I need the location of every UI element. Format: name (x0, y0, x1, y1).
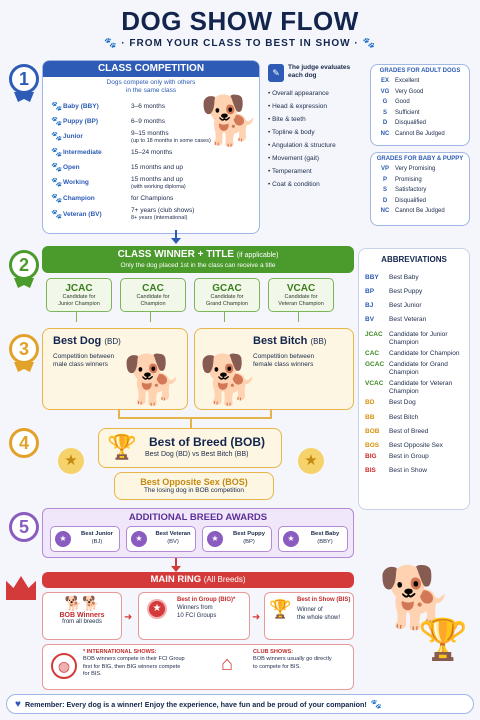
main-ring-title: MAIN RING (150, 574, 202, 585)
abbreviation-row: CAC Candidate for Champion (365, 349, 460, 357)
abbreviation-row: BJ Best Junior (365, 302, 422, 310)
dog-icon: 🐾 (51, 131, 63, 142)
page-title: DOG SHOW FLOW (121, 6, 359, 36)
class-name: Veteran (BV) (63, 210, 102, 218)
footer-text: Remember: Every dog is a winner! Enjoy the experience, have fun and be proud of your companion! (24, 699, 367, 709)
abbreviation-row: BP Best Puppy (365, 288, 423, 296)
globe-icon: ◍ (51, 653, 77, 679)
judge-title-2: each dog (288, 72, 317, 80)
abbreviation-row: BB Best Bitch (365, 413, 419, 421)
award-box: ★ Best Veteran (BV) (126, 526, 196, 552)
main-ring-note: (All Breeds) (203, 575, 246, 584)
class-row (51, 206, 253, 223)
best-dog-desc: Competition between male class winners (53, 353, 115, 369)
abbreviation-row: BD Best Dog (365, 399, 416, 407)
corgi-dog-icon: 🐕 (199, 354, 259, 407)
best-in-show-box (264, 592, 354, 640)
dog-icon: 🐾 (51, 208, 63, 219)
rosette-icon: ★ (55, 531, 71, 547)
house-icon: ⌂ (221, 653, 234, 675)
class-age: 9–15 months (up to 18 months in some cases) (131, 129, 211, 144)
best-bitch-panel (194, 328, 354, 410)
rosette-icon: ★ (147, 599, 167, 619)
dog-icon: 🐾 (51, 161, 63, 172)
bob-winners-desc: from all breeds (62, 619, 102, 625)
class-name: Baby (BBY) (63, 103, 99, 110)
trophy-icon: 🏆 (418, 618, 468, 662)
dog-icon: 🐾 (51, 115, 63, 126)
grades-adult-title: GRADES FOR ADULT DOGS (379, 68, 461, 74)
best-dog-title: Best Dog (53, 335, 102, 347)
rosette-icon: ★ (131, 531, 147, 547)
grade-row: VG Very Good (380, 88, 424, 95)
dogs-group-icon: 🐕🐕 (64, 595, 100, 611)
intl-desc-1: BOB winners compete in their FCI Group (83, 656, 185, 663)
abbreviation-row: BV Best Veteran (365, 316, 427, 324)
class-age: 7+ years (club shows) 8+ years (international) (131, 207, 195, 222)
grade-row: NC Cannot Be Judged (380, 130, 445, 137)
bob-title: Best of Breed (BOB) (149, 435, 266, 449)
class-name: Junior (63, 133, 83, 141)
step-5-medal-icon: 5 (9, 512, 39, 542)
ribbon-icon (14, 278, 34, 288)
judge-criterion: • Topline & body (268, 129, 315, 136)
big-title: Best in Group (BIG)* (177, 597, 236, 603)
step-3-medal-icon: 3 (9, 334, 39, 364)
best-opposite-sex-panel (114, 472, 274, 500)
arrow-right-icon: ➜ (252, 612, 261, 623)
club-desc-1: BOB winners usually go directly (253, 656, 332, 663)
step-1-medal-icon: 1 (9, 64, 39, 94)
grade-row: S Sufficient (382, 109, 420, 116)
class-winner-note: (if applicable) (236, 252, 279, 259)
class-competition-desc: Dogs compete only with others in the same class (106, 79, 196, 95)
rosette-icon: ★ (283, 531, 299, 547)
dog-icon: 🐾 (51, 147, 63, 157)
paw-icon: 🐾 (362, 38, 376, 49)
dog-icon: 🐾 (51, 193, 63, 203)
best-in-group-box (138, 592, 250, 640)
grade-row: NC Cannot Be Judged (380, 208, 445, 215)
intl-desc-3: for BIS. (83, 670, 102, 677)
bob-winners-title: BOB Winners (59, 612, 105, 619)
class-row (51, 191, 253, 206)
best-dog-code: (BD) (104, 337, 121, 346)
rosette-icon: ★ (207, 531, 223, 547)
class-competition-title: CLASS COMPETITION (43, 61, 259, 77)
grade-row: G Good (382, 99, 410, 106)
best-bitch-desc: Competition between female class winners (253, 353, 315, 369)
footer-banner (6, 694, 474, 714)
bob-desc: Best Dog (BD) vs Best Bitch (BB) (145, 451, 249, 458)
class-winner-bar (42, 246, 354, 273)
intl-title: * INTERNATIONAL SHOWS: (83, 649, 157, 655)
judge-criterion: • Head & expression (268, 103, 328, 110)
abbreviation-row: BOS Best Opposite Sex (365, 441, 443, 449)
page-subtitle: 🐾 · FROM YOUR CLASS TO BEST IN SHOW · 🐾 (104, 38, 376, 49)
crown-icon (6, 576, 36, 600)
judge-panel (268, 64, 364, 204)
abbreviation-row: GCAC Candidate for Grand Champion (365, 360, 448, 376)
grade-row: D Disqualified (382, 120, 427, 127)
class-age: for Champions (131, 195, 174, 202)
subtitle-text: FROM YOUR CLASS TO BEST IN SHOW (129, 38, 351, 49)
award-box: ★ Best Junior (BJ) (50, 526, 120, 552)
class-winner-title: CLASS WINNER + TITLE (117, 249, 234, 260)
bos-desc: The losing dog in BOB competition (143, 487, 245, 494)
corgi-dog-icon: 🐕 (378, 564, 453, 631)
abbreviation-row: BBY Best Baby (365, 274, 419, 281)
abbreviation-row: BOB Best of Breed (365, 427, 429, 435)
trophy-icon (14, 362, 34, 372)
class-name: Working (63, 179, 89, 187)
bis-desc: Winner of the whole show! (297, 607, 341, 621)
star-icon: ★ (298, 448, 324, 474)
class-age: 6–9 months (131, 117, 165, 125)
bos-title: Best Opposite Sex (BOS) (140, 477, 248, 487)
grade-row: VP Very Promising (380, 166, 436, 173)
class-age: 3–6 months (131, 103, 165, 110)
grade-row: EX Excellent (380, 78, 420, 85)
class-row (51, 160, 253, 175)
class-winner-desc: Only the dog placed 1st in the class can receive a title (120, 262, 276, 269)
cert-gcac: GCAC Candidate for Grand Champion (194, 278, 260, 312)
grade-row: D Disqualified (382, 197, 427, 204)
judge-criterion: • Movement (gait) (268, 155, 320, 162)
dog-icon: 🐾 (51, 177, 63, 188)
best-bitch-title: Best Bitch (253, 335, 308, 347)
class-age: 15 months and up (131, 163, 184, 171)
class-name: Puppy (BP) (63, 117, 99, 125)
cert-jcac: JCAC Candidate for Junior Champion (46, 278, 112, 312)
corgi-dog-icon: 🐕 (123, 354, 183, 407)
shows-info-panel (42, 644, 354, 690)
intl-desc-2: first for BIG, then BIG winners compete (83, 663, 181, 670)
club-title: CLUB SHOWS: (253, 649, 294, 655)
bis-title: Best in Show (BIS) (297, 597, 351, 603)
grades-baby-panel (370, 152, 470, 226)
paw-icon: 🐾 (370, 698, 383, 709)
class-name: Champion (63, 195, 95, 202)
big-desc: Winners from 10 FCI Groups (177, 605, 217, 619)
club-desc-2: to compete for BIS. (253, 663, 301, 670)
arrow-down-icon (171, 238, 181, 244)
main-ring-bar (42, 572, 354, 588)
judge-title-1: The judge evaluates (288, 64, 351, 71)
abbreviation-row: VCAC Candidate for Veteran Champion (365, 380, 453, 396)
heart-icon: ♥ (15, 698, 21, 710)
corgi-dog-icon: 🐕 (200, 95, 260, 148)
cert-cac: CAC Candidate for Champion (120, 278, 186, 312)
abbreviation-row: BIS Best in Show (365, 467, 427, 474)
star-icon: ★ (58, 448, 84, 474)
arrow-right-icon: ➜ (124, 612, 133, 623)
step-4-medal-icon: 4 (9, 428, 39, 458)
judge-criterion: • Temperament (268, 168, 312, 175)
class-name: Open (63, 163, 80, 171)
class-age: 15 months and up (with working diploma) (131, 175, 186, 190)
paw-icon: 🐾 (104, 38, 118, 49)
abbreviations-title: ABBREVIATIONS (381, 255, 447, 264)
award-box: ★ Best Baby (BBY) (278, 526, 348, 552)
trophy-icon: 🏆 (269, 599, 292, 619)
best-of-breed-panel (98, 428, 282, 468)
abbreviation-row: JCAC Candidate for Junior Champion (365, 330, 448, 346)
bob-winners-box (42, 592, 122, 640)
abbreviations-panel (358, 248, 470, 510)
cert-vcac: VCAC Candidate for Veteran Champion (268, 278, 334, 312)
class-age: 15–24 months (131, 149, 173, 156)
judge-criterion: • Overall appearance (268, 90, 329, 97)
ribbon-icon (14, 92, 34, 102)
best-dog-panel (42, 328, 188, 410)
grades-adult-panel (370, 64, 470, 146)
grades-baby-title: GRADES FOR BABY & PUPPY (376, 156, 464, 162)
judge-criterion: • Angulation & structure (268, 142, 336, 149)
clipboard-icon: ✎ (268, 64, 284, 82)
trophy-icon: 🏆 (107, 434, 137, 461)
abbreviation-row: BIG Best in Group (365, 452, 429, 460)
step-2-medal-icon: 2 (9, 250, 39, 280)
grade-row: P Promising (382, 176, 422, 183)
additional-awards-title: ADDITIONAL BREED AWARDS (128, 512, 268, 523)
best-bitch-code: (BB) (310, 337, 327, 346)
dog-icon: 🐾 (51, 101, 63, 111)
class-name: Intermediate (63, 149, 102, 156)
judge-criterion: • Coat & condition (268, 181, 320, 188)
class-row (51, 174, 253, 191)
grade-row: S Satisfactory (382, 187, 427, 194)
judge-criterion: • Bite & teeth (268, 116, 306, 123)
award-box: ★ Best Puppy (BP) (202, 526, 272, 552)
